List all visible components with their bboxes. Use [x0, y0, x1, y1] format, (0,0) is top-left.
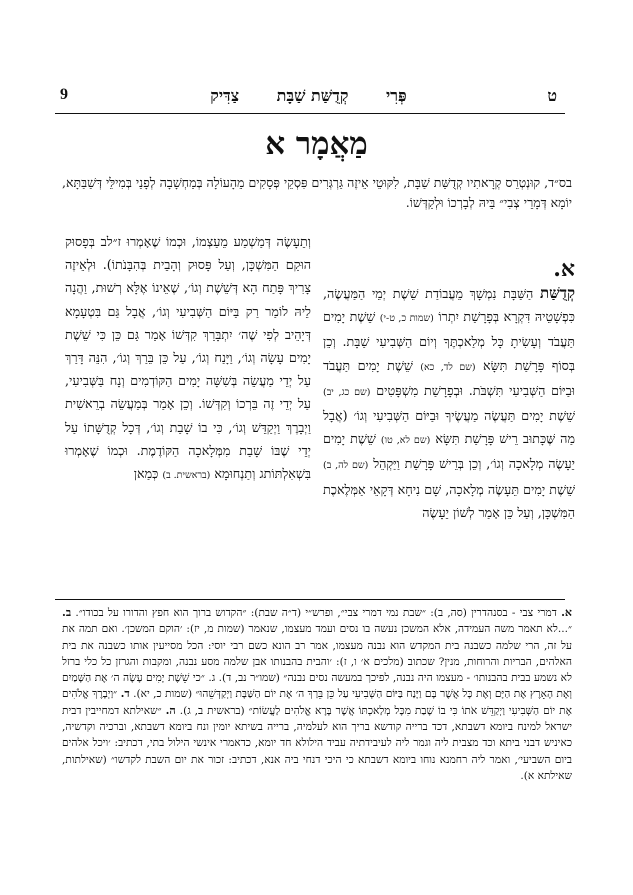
column-right-text: שֵׁשֶׁת יָמִים תַּעֲבֹד וּבַיּוֹם הַשְּׁבִיעִי תִּשְׁבֹּת. וּבְפָרָשַׁת מִשְׁפָּטִים — [323, 357, 575, 398]
verse-reference: (שם לא, טו) — [380, 435, 431, 447]
column-right-text: שֵׁשֶׁת יָמִים יֵעָשֶׂה מְלָאכָה וְגוֹ׳, וְכֵן בְּרֵישׁ פָּרָשַׁת וַיַּקְהֵל — [323, 431, 575, 472]
footnote-text: דמרי צבי - בסנהדרין (סה, ב): ״שבת נמי דמרי צבי״, ופרש״י (ד״ה שבת): ״הקדוש ברוך הוא חפץ והדורו על בכודו״. — [75, 607, 557, 619]
verse-reference: (שם כג, יב) — [323, 386, 371, 398]
running-title-word-3: צַדִּיק — [210, 86, 240, 105]
verse-reference: (שמות כ, ט-י) — [379, 313, 434, 325]
page-number-hebrew: ט — [547, 86, 557, 105]
footnote-text: ״...לא תאמר משה העמידה, אלא המשכן נעשה בו נסים ועמד מעצמו, שנאמר (שמות מ, יז): ׳הוקם המשכן׳. ואם תמה את על זה, הרי שלמה כשבנה בית המקדש הוא נבנה מעצמו, אמר רב הונא כשם רבי יוסי: הכל מסייעין אותו כשבנה את בית האלהים, הבריות והרוחות, מנין? שכתוב (מלכים א׳ ו, ז): ׳והבית בהבנותו אבן שלמה מסע נבנה, ומקבות והגרזן כל כלי ברזל לא נשמע בבית בהבנותו׳ - מעצמו היה נבנה, לפיכך במעשה נסים נבנה״ — [62, 623, 572, 685]
footnote-label: א. — [561, 606, 572, 619]
verse-reference: (בראשית. ב) — [162, 470, 211, 482]
footnote-reference: (שמו״ר נב, ד). — [218, 672, 280, 685]
footnotes — [62, 605, 572, 784]
verse-reference: (שם לה, ב) — [323, 460, 369, 472]
page-number-arabic: 9 — [60, 86, 68, 103]
chapter-title: מַאֲמָר א — [265, 126, 368, 162]
running-header — [60, 86, 557, 108]
footnote-label: ד. — [120, 687, 130, 701]
running-title — [60, 86, 557, 106]
column-left — [65, 230, 311, 487]
column-left-text: כְּמַאן — [133, 466, 159, 482]
opening-word: קְדֻשַּׁת — [539, 284, 575, 302]
column-right — [323, 254, 575, 524]
column-right-text: שֵׁשֶׁת יָמִים תַּעֲשֶׂה מַעֲשֶׂיךָ וּבַיּוֹם הַשְּׁבִיעִי וְגוֹ׳ (אֲבָל מַה שֶּׁכָּתוּב רֵישׁ פָּרָשַׁת תִּשָּׂא — [323, 408, 575, 447]
footnote-text: ״וַיְבָרֶךְ אֱלֹהִים אֶת יוֹם הַשְּׁבִיעִי וַיְקַדֵּשׁ אֹתוֹ כִּי בוֹ שָׁבַת מִכָּל מְלַאכְתּוֹ אֲשֶׁר בָּרָא אֱלֹהִים לַעֲשׂוֹת״ (בראשית ב, ג). — [62, 688, 572, 717]
footnote-label: ב. — [62, 606, 72, 619]
header-rule — [55, 113, 565, 114]
intro-paragraph: בס״ד, קוּנְטְרֵס קְרָאתִיו קְדֻשַּׁת שַׁבָּת, לִקּוּטֵי אֵיזֶה גַּרְגְּרִים פִּסְקֵי פְּסָקִים מֵהָעוֹלָה בְּמַחְשָׁבָה לְפָנַי בְּמִילֵּי דְּשַׁבַּתָּא, יוֹמָא דְּמָרֵי צְבִי״ בֵּיהּ לְבָרְכוֹ וּלְקַדְּשׁוֹ. — [62, 175, 572, 210]
running-title-word-2: קְדֻשַּׁת שַׁבָּת — [276, 86, 349, 105]
verse-reference: (שם לד, כא) — [420, 361, 476, 373]
footnote-rule — [55, 599, 565, 600]
column-right-text: שֵׁשֶׁת יָמִים תַּעֲבֹד וְעָשִׂיתָ כָּל מְלַאכְתֶּךָ וְיוֹם הַשְּׁבִיעִי שַׁבָּת. וְכֵן בְּסוֹף פָּרָשַׁת תִּשָּׂא — [323, 309, 575, 373]
column-right-text: הַשַּׁבָּת נִמְשָׁךְ מֵעֲבוֹדַת שֵׁשֶׁת יְמֵי הַמַּעֲשֶׂה, כִּפְשָׁטֵיהּ דִּקְרָא בְּפָרָשַׁת יִתְרוֹ — [323, 286, 575, 325]
column-left-text: וְתֵעָשֶׂה דְּמַשְׁמַע מֵעַצְמוֹ, וּכְמוֹ שֶׁאָמְרוּ ז״לב בְּפָסוּק הוּקַם הַמִּשְׁכָּן, וְעַל פָּסוּק וְהָבֵית בְּהִבָּנֹתוֹ). וּלְאֵיזֶה צָרִיךְ פָּתַח הָא דְּשֵׁשֶׁת וְגוֹ׳, שֶׁאֵינוֹ אֶלָּא רְשׁוּת, וַהֲנָה לֵיהּ לוֹמַר רַק בַּיּוֹם הַשְּׁבִיעִי וְגוֹ׳, אֲבָל גַּם בִּטְעָמָא דְּיָהֵיב לְפִי שֶׁה׳ יִתְבָּרַךְ קִדְּשׁוֹ אָמַר גַּם כֵּן כִּי שֵׁשֶׁת יָמִים עָשָׂה וְגוֹ׳, וַיָּנַח וְגוֹ׳, עַל כֵּן בֵּרַךְ וְגוֹ׳, הִנֵּה דָּרַךְ עַל יְדֵי מַעֲשֵׂה בְּשִׁשָּׁה יָמִים הַקּוֹדְמִים וְנָח בַּשְּׁבִיעִי, עַל יְדֵי זֶה בֵּרְכוֹ וְקִדְּשׁוֹ. וְכֵן אָמַר בְּמַעֲשֵׂה בְרֵאשִׁית וַיְבָרֶךְ וַיְקַדֵּשׁ וְגוֹ׳, כִּי בוֹ שָׁבַת וְגוֹ׳, דְּכָל קְדֻשָּׁתוֹ עַל יְדֵי שֶׁבּוֹ שָׁבַת מִמְּלָאכָה הַקּוֹדֶמֶת. וּכְמוֹ שֶׁאָמְרוּ בִּשְׁאִלְתּוֹתג וְתַנְחוּמָא — [65, 234, 311, 482]
running-title-word-1: פְּרִי — [385, 86, 407, 105]
footnote-label: ה. — [165, 703, 176, 717]
section-letter: א. — [553, 256, 575, 282]
column-right-text: שֵׁשֶׁת יָמִים תֵּעָשֶׂה מְלָאכָה, שָׁם נִיחָא דְּקָאֵי אַמְּלֶאכֶת הַמִּשְׁכָּן, וְעַל כֵּן אָמַר לְשׁוֹן יֵעָשֶׂה — [323, 481, 575, 520]
footnote-text: ג. ״כי שֵׁשֶׁת יָמִים עָשָׂה ה׳ אֶת הַשָּׁמַיִם וְאֶת הָאָרֶץ אֶת הַיָּם וְאֶת כָּל אֲשֶׁר בָּם וַיָּנַח בַּיּוֹם הַשְּׁבִיעִי עַל כֵּן בֵּרַךְ ה׳ אֶת יוֹם הַשַּׁבָּת וַיְקַדְּשֵׁהוּ״ (שמות כ, יא). — [62, 672, 572, 701]
footnote-text: ״שאילתא דמחייבין דבית ישראל למינח ביומא דשבתא, דכד ברייה קודשא בריך הוא לעלמיה, ברייה בשיתא יומין ונח ביומא דשבתא, וברכיה וקדשיה, כאיניש דבני ביתא וכד מצבית ליה וגמר ליה לעיבידתיה עביד הילולא חד יומא, כדאמרי אינשי הילול בתי, דכתיב: ׳ויכל אלהים ביום השביעי׳, ואמר ליה רחמנא נוחו ביומא דשבתא כי היכי דנחי ביה אנא, דכתיב: זכור את יום השבת לקדשו״ (שאילתות, שאילתא א). — [62, 704, 572, 782]
